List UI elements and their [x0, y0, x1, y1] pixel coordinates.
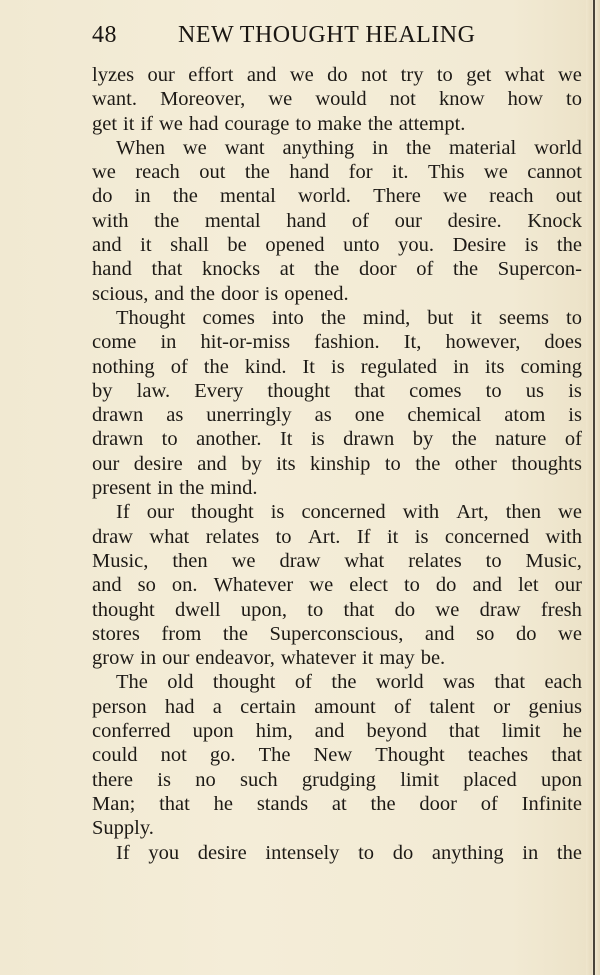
text-line: with the mental hand of our desire. Knock: [92, 209, 582, 232]
text-line: get it if we had courage to make the attempt.: [92, 112, 466, 135]
text-line: If you desire intensely to do anything in the: [116, 841, 582, 864]
text-line: by law. Every thought that comes to us is: [92, 379, 582, 402]
text-line: Thought comes into the mind, but it seems to: [116, 306, 582, 329]
text-line: Music, then we draw what relates to Music,: [92, 549, 582, 572]
text-line: hand that knocks at the door of the Supercon-: [92, 258, 582, 281]
text-line: could not go. The New Thought teaches that: [92, 744, 582, 767]
text-line: grow in our endeavor, whatever it may be.: [92, 647, 446, 670]
text-line: Man; that he stands at the door of Infinite: [92, 792, 582, 815]
text-line: scious, and the door is opened.: [92, 282, 349, 305]
running-head: [92, 22, 582, 52]
body-text: [92, 63, 582, 865]
text-line: thought dwell upon, to that do we draw fresh: [92, 598, 582, 621]
text-line: person had a certain amount of talent or genius: [92, 695, 582, 718]
text-line: and so on. Whatever we elect to do and let our: [92, 574, 582, 597]
text-line: nothing of the kind. It is regulated in its coming: [92, 355, 582, 378]
text-line: stores from the Superconscious, and so do we: [92, 622, 582, 645]
text-line: The old thought of the world was that each: [116, 671, 582, 694]
text-line: and it shall be opened unto you. Desire is the: [92, 234, 582, 257]
text-line: Supply.: [92, 817, 154, 840]
text-line: drawn as unerringly as one chemical atom is: [92, 404, 582, 427]
text-line: do in the mental world. There we reach out: [92, 185, 582, 208]
text-line: If our thought is concerned with Art, then we: [116, 501, 582, 524]
text-line: come in hit-or-miss fashion. It, however, does: [92, 331, 582, 354]
binding-line: [593, 0, 595, 975]
text-line: present in the mind.: [92, 477, 258, 500]
book-title: NEW THOUGHT HEALING: [178, 22, 476, 48]
page-number: 48: [92, 22, 117, 48]
text-line: drawn to another. It is drawn by the nature of: [92, 428, 582, 451]
text-line: conferred upon him, and beyond that limit he: [92, 720, 582, 743]
text-line: When we want anything in the material world: [116, 136, 582, 159]
text-line: there is no such grudging limit placed upon: [92, 768, 582, 791]
text-line: draw what relates to Art. If it is concerned with: [92, 525, 582, 548]
text-line: we reach out the hand for it. This we cannot: [92, 161, 582, 184]
text-line: lyzes our effort and we do not try to get what we: [92, 64, 582, 86]
text-line: our desire and by its kinship to the other thoughts: [92, 452, 582, 475]
text-line: want. Moreover, we would not know how to: [92, 88, 582, 111]
